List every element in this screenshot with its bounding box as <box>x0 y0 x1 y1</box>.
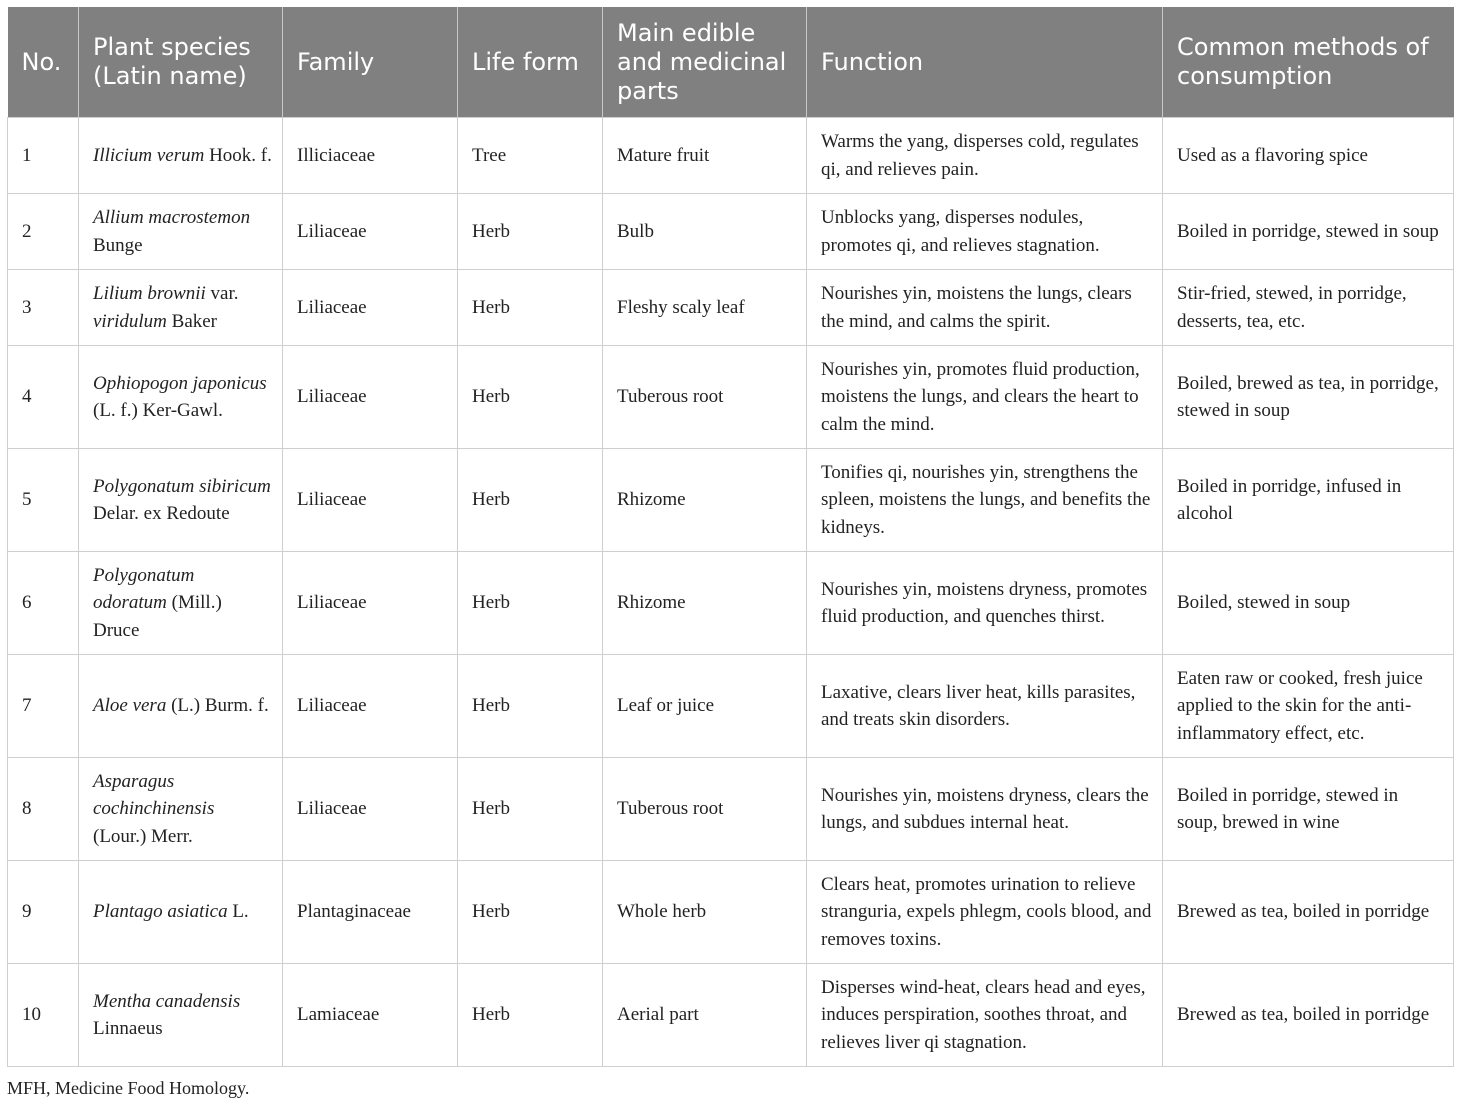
cell-parts: Aerial part <box>603 964 807 1067</box>
table-row <box>8 346 1454 449</box>
species-latin: Plantago asiatica <box>93 901 228 923</box>
cell-function: Disperses wind-heat, clears head and eyes, induces perspiration, soothes throat, and relieves liver qi stagnation. <box>807 964 1163 1067</box>
cell-consumption: Boiled in porridge, stewed in soup, brewed in wine <box>1163 758 1454 861</box>
cell-species <box>79 964 283 1067</box>
species-latin: Ophiopogon japonicus <box>93 372 267 394</box>
species-authority: Hook. f. <box>204 144 272 166</box>
cell-family: Liliaceae <box>283 346 458 449</box>
cell-species <box>79 270 283 346</box>
cell-function: Nourishes yin, moistens the lungs, clears the mind, and calms the spirit. <box>807 270 1163 346</box>
cell-life-form: Herb <box>458 964 603 1067</box>
cell-consumption: Boiled, stewed in soup <box>1163 552 1454 655</box>
species-latin: Polygonatum odoratum <box>93 564 195 614</box>
header-row <box>8 7 1454 118</box>
species-latin: Allium macrostemon <box>93 207 251 228</box>
cell-species <box>79 194 283 270</box>
header-plant-species: Plant species (Latin name) <box>79 7 283 118</box>
species-latin: Mentha canadensis <box>93 990 241 1012</box>
table-footnote: MFH, Medicine Food Homology. <box>7 1078 250 1098</box>
cell-function: Unblocks yang, disperses nodules, promotes qi, and relieves stagnation. <box>807 194 1163 270</box>
plants-table <box>7 7 1454 1067</box>
cell-function: Laxative, clears liver heat, kills parasites, and treats skin disorders. <box>807 655 1163 758</box>
species-latin: Polygonatum sibiricum <box>93 475 271 497</box>
species-authority: L. <box>227 901 249 923</box>
cell-consumption: Brewed as tea, boiled in porridge <box>1163 964 1454 1067</box>
species-variety: viridulum <box>93 310 167 332</box>
header-consumption: Common methods of consumption <box>1163 7 1454 118</box>
cell-parts: Whole herb <box>603 861 807 964</box>
cell-family: Liliaceae <box>283 655 458 758</box>
table-row <box>8 552 1454 655</box>
cell-life-form: Herb <box>458 194 603 270</box>
cell-life-form: Herb <box>458 758 603 861</box>
header-parts: Main edible and medicinal parts <box>603 7 807 118</box>
species-latin: Asparagus cochinchinensis <box>93 770 215 820</box>
species-authority: (Lour.) Merr. <box>93 825 193 847</box>
cell-family: Illiciaceae <box>283 118 458 194</box>
cell-no: 5 <box>8 449 79 552</box>
cell-consumption: Used as a flavoring spice <box>1163 118 1454 194</box>
table-row <box>8 449 1454 552</box>
cell-consumption: Brewed as tea, boiled in porridge <box>1163 861 1454 964</box>
cell-consumption: Boiled in porridge, stewed in soup <box>1163 194 1454 270</box>
cell-family: Liliaceae <box>283 270 458 346</box>
cell-parts: Rhizome <box>603 449 807 552</box>
cell-function: Clears heat, promotes urination to relieve stranguria, expels phlegm, cools blood, and removes toxins. <box>807 861 1163 964</box>
cell-no: 6 <box>8 552 79 655</box>
cell-family: Liliaceae <box>283 194 458 270</box>
cell-family: Liliaceae <box>283 552 458 655</box>
species-latin: Lilium brownii <box>93 283 206 304</box>
cell-function: Warms the yang, disperses cold, regulates qi, and relieves pain. <box>807 118 1163 194</box>
species-authority: (L.) Burm. f. <box>166 695 269 717</box>
species-latin: Illicium verum <box>93 144 205 166</box>
cell-species <box>79 655 283 758</box>
table-row <box>8 861 1454 964</box>
cell-life-form: Tree <box>458 118 603 194</box>
cell-species <box>79 346 283 449</box>
cell-parts: Mature fruit <box>603 118 807 194</box>
cell-function: Nourishes yin, moistens dryness, clears the lungs, and subdues internal heat. <box>807 758 1163 861</box>
table-row <box>8 655 1454 758</box>
header-life-form: Life form <box>458 7 603 118</box>
species-authority: Delar. ex Redoute <box>93 503 230 524</box>
species-authority: var. <box>205 283 239 304</box>
cell-parts: Fleshy scaly leaf <box>603 270 807 346</box>
table-row <box>8 118 1454 194</box>
cell-no: 7 <box>8 655 79 758</box>
species-authority-2: Baker <box>166 310 218 332</box>
cell-no: 3 <box>8 270 79 346</box>
cell-family: Liliaceae <box>283 758 458 861</box>
header-function: Function <box>807 7 1163 118</box>
table-row <box>8 758 1454 861</box>
cell-life-form: Herb <box>458 270 603 346</box>
header-family: Family <box>283 7 458 118</box>
cell-family: Liliaceae <box>283 449 458 552</box>
cell-life-form: Herb <box>458 552 603 655</box>
cell-consumption: Boiled in porridge, infused in alcohol <box>1163 449 1454 552</box>
cell-species <box>79 118 283 194</box>
table-container <box>7 7 1453 1067</box>
cell-function: Tonifies qi, nourishes yin, strengthens the spleen, moistens the lungs, and benefits the kidneys. <box>807 449 1163 552</box>
cell-no: 1 <box>8 118 79 194</box>
cell-family: Lamiaceae <box>283 964 458 1067</box>
cell-species <box>79 861 283 964</box>
cell-parts: Tuberous root <box>603 346 807 449</box>
table-row <box>8 270 1454 346</box>
cell-species <box>79 449 283 552</box>
cell-species <box>79 758 283 861</box>
cell-parts: Rhizome <box>603 552 807 655</box>
cell-life-form: Herb <box>458 655 603 758</box>
cell-no: 8 <box>8 758 79 861</box>
cell-family: Plantaginaceae <box>283 861 458 964</box>
cell-no: 10 <box>8 964 79 1067</box>
cell-consumption: Eaten raw or cooked, fresh juice applied to the skin for the anti-inflammatory effect, etc. <box>1163 655 1454 758</box>
cell-parts: Bulb <box>603 194 807 270</box>
cell-life-form: Herb <box>458 861 603 964</box>
cell-life-form: Herb <box>458 346 603 449</box>
cell-life-form: Herb <box>458 449 603 552</box>
table-row <box>8 964 1454 1067</box>
cell-function: Nourishes yin, promotes fluid production, moistens the lungs, and clears the heart to calm the mind. <box>807 346 1163 449</box>
species-authority: (L. f.) Ker-Gawl. <box>93 400 223 421</box>
cell-consumption: Boiled, brewed as tea, in porridge, stewed in soup <box>1163 346 1454 449</box>
species-authority: Bunge <box>93 234 143 256</box>
cell-no: 2 <box>8 194 79 270</box>
header-no: No. <box>8 7 79 118</box>
cell-function: Nourishes yin, moistens dryness, promotes fluid production, and quenches thirst. <box>807 552 1163 655</box>
cell-consumption: Stir-fried, stewed, in porridge, desserts, tea, etc. <box>1163 270 1454 346</box>
cell-no: 4 <box>8 346 79 449</box>
species-authority: (Mill.) Druce <box>93 592 222 641</box>
table-row <box>8 194 1454 270</box>
species-authority: Linnaeus <box>93 1018 163 1039</box>
cell-parts: Tuberous root <box>603 758 807 861</box>
cell-species <box>79 552 283 655</box>
cell-no: 9 <box>8 861 79 964</box>
cell-parts: Leaf or juice <box>603 655 807 758</box>
species-latin: Aloe vera <box>93 695 167 717</box>
